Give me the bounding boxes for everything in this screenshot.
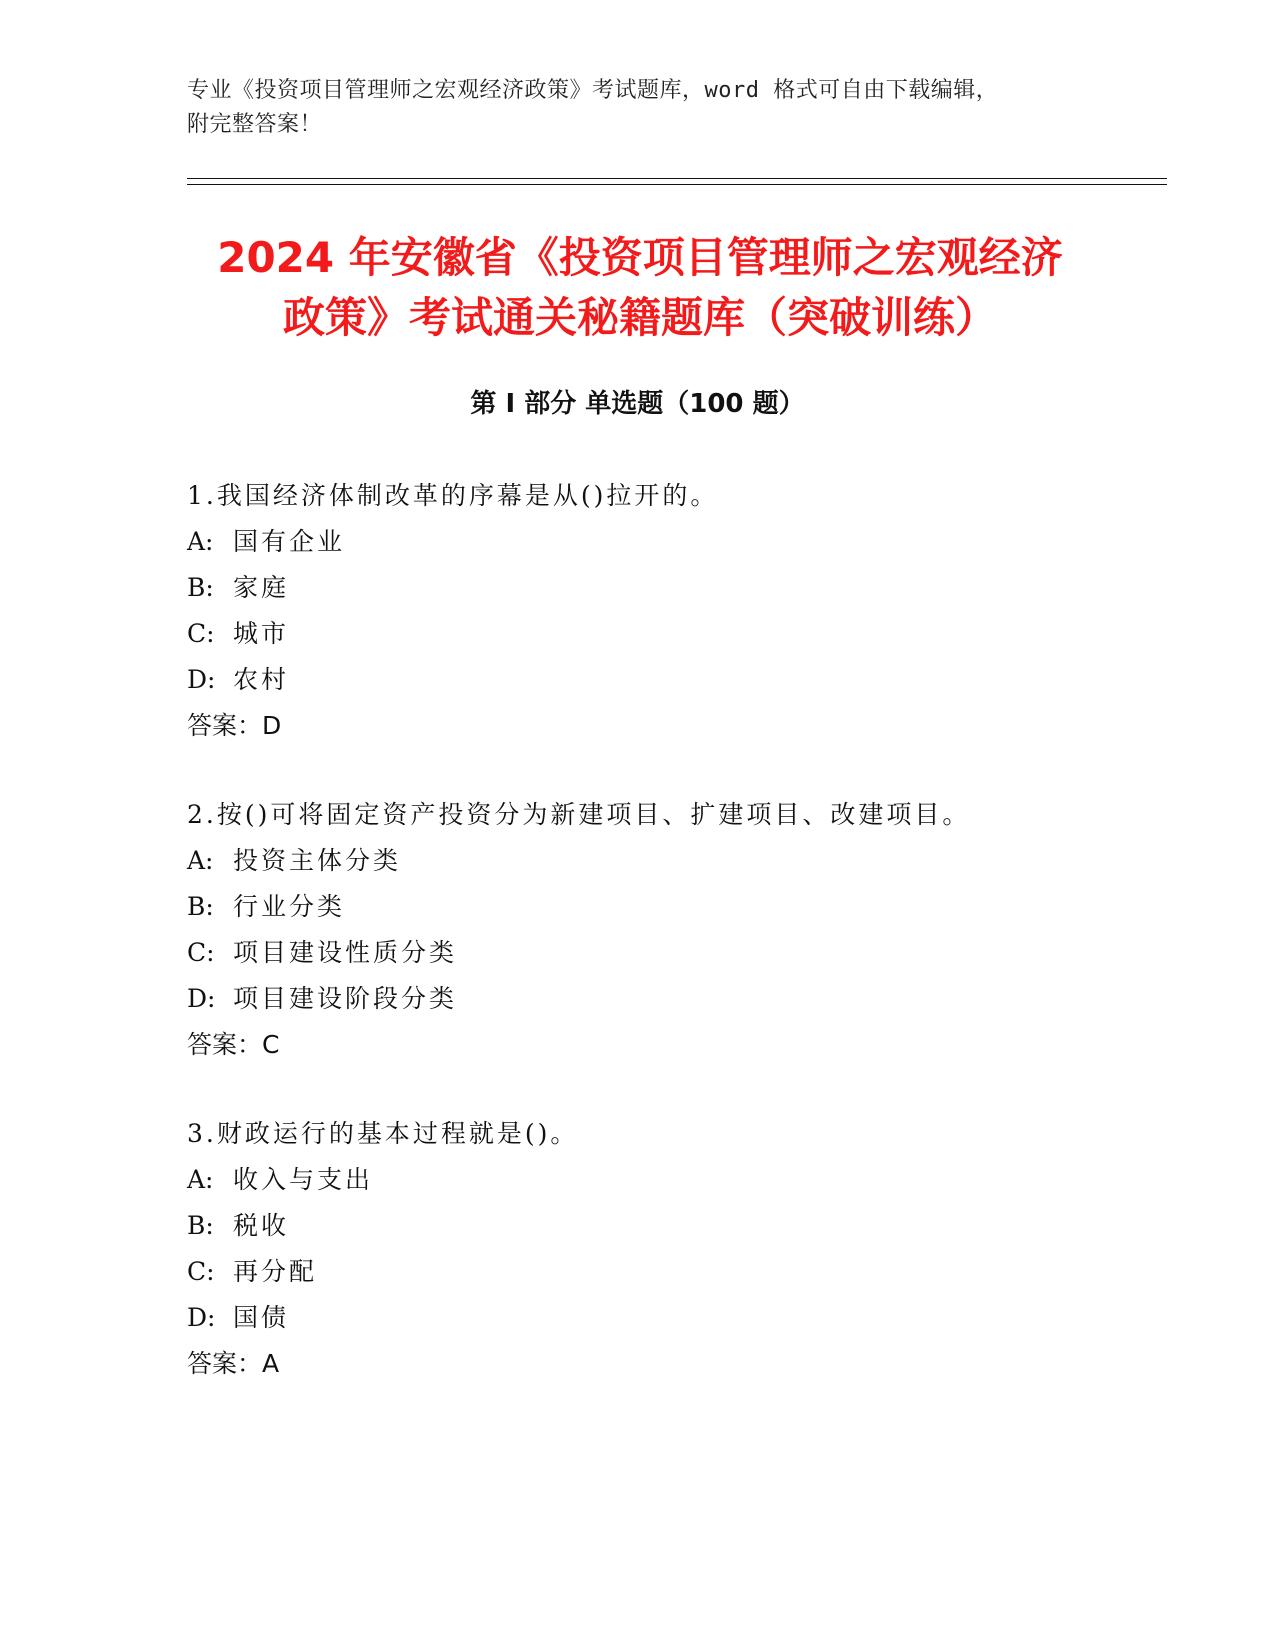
option-letter: B:: [187, 892, 214, 921]
option-a: [187, 838, 1167, 884]
option-letter: D:: [187, 665, 216, 694]
header-divider-bottom: [187, 184, 1167, 185]
section-title: 第 I 部分 单选题（100 题）: [470, 389, 805, 419]
option-text: 国有企业: [233, 527, 346, 556]
option-b: [187, 565, 1167, 611]
question-3: [187, 1111, 1167, 1387]
answer: 答案：C: [187, 1030, 280, 1059]
option-b: [187, 1203, 1167, 1249]
question-stem: 3.财政运行的基本过程就是()。: [187, 1119, 579, 1148]
option-a: [187, 519, 1167, 565]
option-text: 投资主体分类: [233, 846, 402, 875]
option-letter: B:: [187, 1211, 214, 1240]
option-letter: D:: [187, 1303, 216, 1332]
option-text: 项目建设阶段分类: [233, 984, 458, 1013]
option-text: 国债: [233, 1303, 290, 1332]
option-letter: C:: [187, 1257, 215, 1286]
option-letter: B:: [187, 573, 214, 602]
option-text: 税收: [233, 1211, 290, 1240]
option-text: 城市: [233, 619, 290, 648]
option-text: 项目建设性质分类: [233, 938, 458, 967]
option-a: [187, 1157, 1167, 1203]
option-letter: A:: [187, 527, 214, 556]
option-text: 收入与支出: [233, 1165, 374, 1194]
header-note: [187, 74, 1107, 142]
option-letter: C:: [187, 938, 215, 967]
document-title-line-2: 政策》考试通关秘籍题库（突破训练）: [282, 293, 997, 342]
header-note-line-2: 附完整答案！: [187, 112, 323, 137]
document-title-line-1: 2024 年安徽省《投资项目管理师之宏观经济: [217, 233, 1063, 282]
option-letter: A:: [187, 846, 214, 875]
question-1: [187, 473, 1167, 749]
document-title: [160, 228, 1120, 348]
option-text: 再分配: [233, 1257, 318, 1286]
option-c: [187, 611, 1167, 657]
option-b: [187, 884, 1167, 930]
option-text: 行业分类: [233, 892, 346, 921]
header-divider-top: [187, 178, 1167, 179]
option-d: [187, 657, 1167, 703]
question-stem: 2.按()可将固定资产投资分为新建项目、扩建项目、改建项目。: [187, 800, 971, 829]
option-d: [187, 976, 1167, 1022]
header-note-line-1: 专业《投资项目管理师之宏观经济政策》考试题库，word 格式可自由下载编辑，: [187, 78, 999, 103]
option-letter: D:: [187, 984, 216, 1013]
option-text: 家庭: [233, 573, 290, 602]
option-letter: C:: [187, 619, 215, 648]
option-d: [187, 1295, 1167, 1341]
option-c: [187, 1249, 1167, 1295]
question-stem: 1.我国经济体制改革的序幕是从()拉开的。: [187, 481, 719, 510]
option-text: 农村: [233, 665, 290, 694]
option-c: [187, 930, 1167, 976]
option-letter: A:: [187, 1165, 214, 1194]
answer: 答案：D: [187, 711, 282, 740]
question-2: [187, 792, 1167, 1068]
answer: 答案：A: [187, 1349, 280, 1378]
